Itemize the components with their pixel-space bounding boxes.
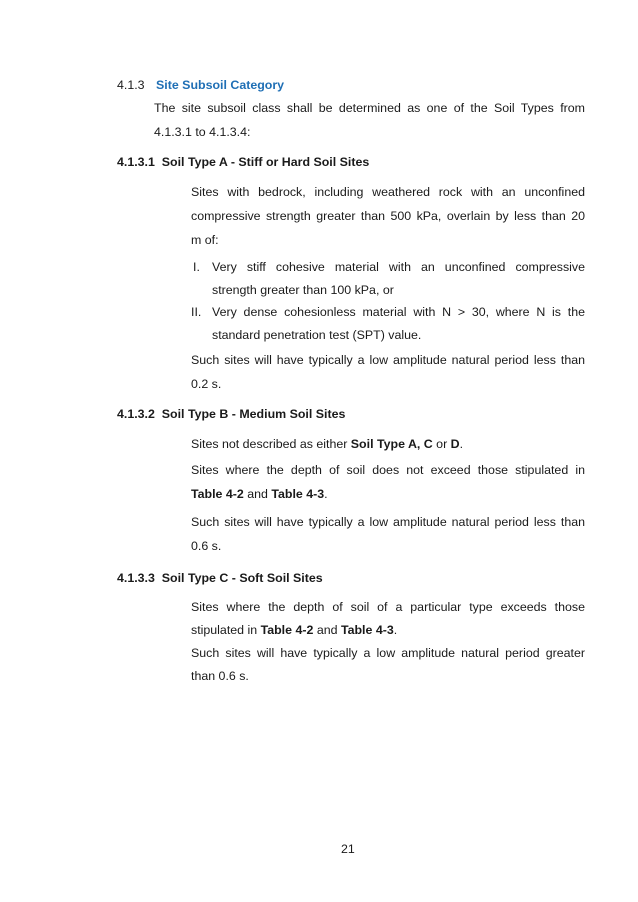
soil-b-para-1-bold-2: D [450,437,460,451]
table-4-3-ref: Table 4-3 [271,487,325,501]
table-4-3-ref: Table 4-3 [340,623,394,637]
soil-b-para-1-bold-1: Soil Type A, C [350,437,433,451]
section-4-1-3-3-heading: 4.1.3.3 Soil Type C - Soft Soil Sites [117,571,323,585]
list-marker-1: I. [193,260,200,274]
soil-b-para-3-line-2: 0.6 s. [191,539,222,553]
soil-a-para-1-line-2: compressive strength greater than 500 kPa, overlain by less than 20 [191,209,585,223]
soil-c-para-1-line-2 [191,622,397,638]
soil-a-para-1-line-1: Sites with bedrock, including weathered rock with an unconfined [191,185,585,199]
soil-b-para-1-mid: or [432,437,451,451]
table-4-2-ref: Table 4-2 [260,623,314,637]
section-4-1-3-heading [117,77,284,93]
section-4-1-3-text-line-1: The site subsoil class shall be determined as one of the Soil Types from [154,101,585,115]
section-4-1-3-text-line-2: 4.1.3.1 to 4.1.3.4: [154,125,251,139]
soil-c-para-2-line-2: than 0.6 s. [191,669,249,683]
soil-a-item-1-line-2: strength greater than 100 kPa, or [212,283,394,297]
soil-a-item-2-line-2: standard penetration test (SPT) value. [212,328,422,342]
and-text: and [313,623,341,637]
list-marker-2: II. [191,305,202,319]
soil-c-para-2-line-1: Such sites will have typically a low amplitude natural period greater [191,646,585,660]
soil-c-para-1-text: stipulated in [191,623,261,637]
section-4-1-3-1-heading: 4.1.3.1 Soil Type A - Stiff or Hard Soil Sites [117,155,370,169]
soil-a-para-1-line-3: m of: [191,233,219,247]
period-text: . [393,623,398,637]
soil-b-para-2-line-2 [191,486,328,502]
period-text: . [324,487,328,501]
soil-b-para-1-end: . [459,437,464,451]
soil-a-para-2-line-1: Such sites will have typically a low amplitude natural period less than [191,353,585,367]
soil-b-para-2-line-1: Sites where the depth of soil does not exceed those stipulated in [191,463,585,477]
soil-a-para-2-line-2: 0.2 s. [191,377,222,391]
soil-c-para-1-line-1: Sites where the depth of soil of a particular type exceeds those [191,600,585,614]
section-title: Site Subsoil Category [156,78,285,92]
soil-b-para-1-text: Sites not described as either [191,437,351,451]
table-4-2-ref: Table 4-2 [191,487,244,501]
page-number: 21 [341,842,355,856]
soil-b-para-1 [191,436,463,452]
soil-b-para-3-line-1: Such sites will have typically a low amplitude natural period less than [191,515,585,529]
soil-a-item-1-line-1: Very stiff cohesive material with an unconfined compressive [212,260,585,274]
section-number: 4.1.3 [117,78,145,92]
section-4-1-3-2-heading: 4.1.3.2 Soil Type B - Medium Soil Sites [117,407,346,421]
soil-a-item-2-line-1: Very dense cohesionless material with N > 30, where N is the [212,305,585,319]
and-text: and [243,487,272,501]
